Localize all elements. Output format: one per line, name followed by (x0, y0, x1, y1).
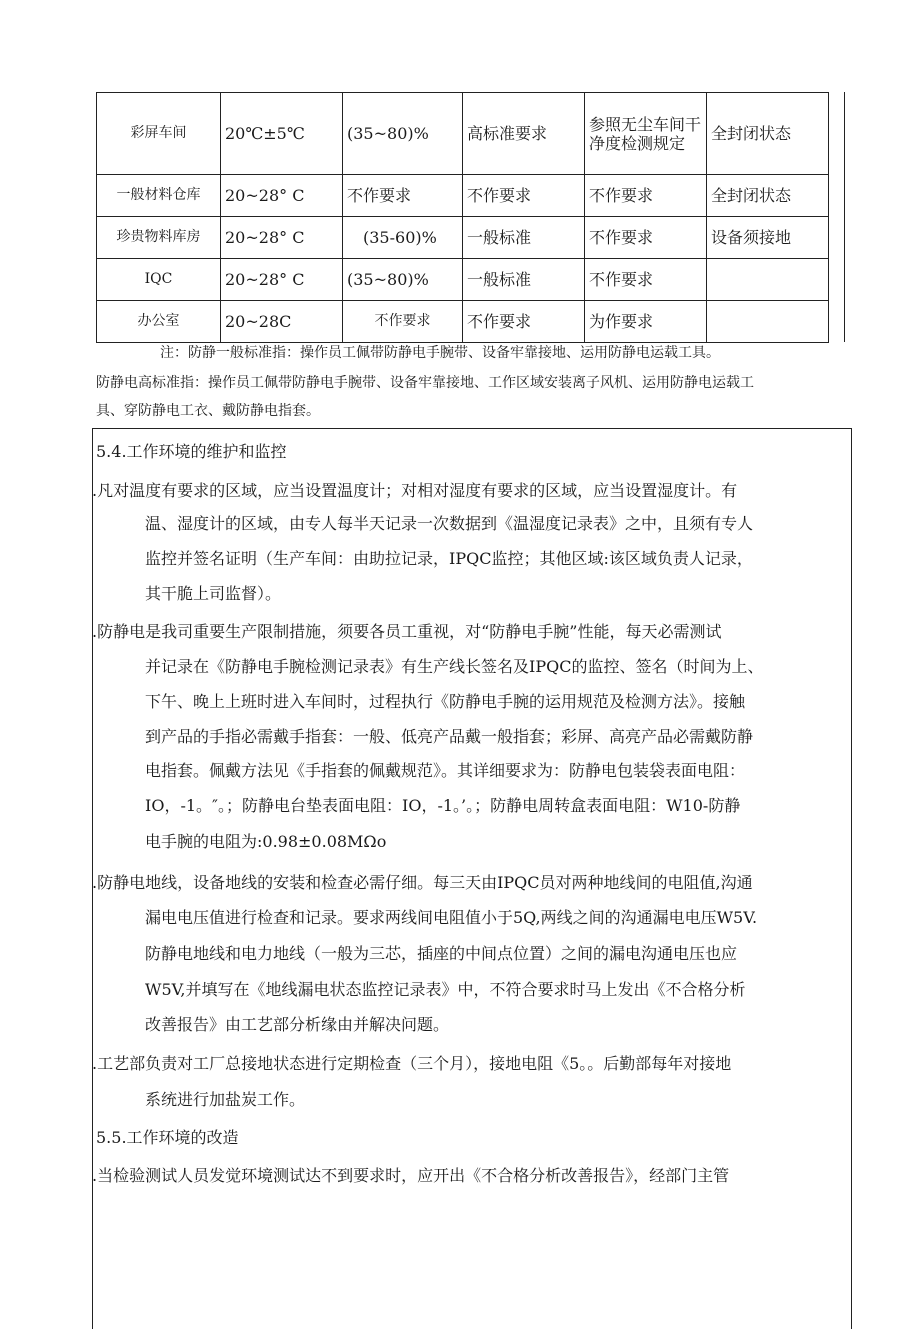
table-cell: 不作要求 (343, 175, 463, 217)
table-cell: 一般标准 (463, 217, 585, 259)
table-cell: 高标准要求 (463, 93, 585, 175)
paragraph-line: 改善报告》由工艺部分析缘由并解决问题。 (145, 1015, 450, 1034)
paragraph-line: .工艺部负责对工厂总接地状态进行定期检查（三个月），接地电阻《5。。后勤部每年对接地 (92, 1054, 732, 1073)
table-row (97, 301, 829, 343)
paragraph-line: .凡对温度有要求的区域，应当设置温度计；对相对湿度有要求的区域，应当设置湿度计。有 (92, 481, 738, 500)
table-cell: 彩屏车间 (97, 93, 221, 175)
paragraph-line: .防静电是我司重要生产限制措施，须要各员工重视，对“防静电手腕”性能，每天必需测试 (92, 622, 722, 641)
table-cell: 20℃±5℃ (221, 93, 343, 175)
paragraph-line: 监控并签名证明（生产车间：由助拉记录，IPQC监控；其他区域:该区域负责人记录， (145, 549, 753, 568)
table-cell: 一般标准 (463, 259, 585, 301)
table-cell (707, 259, 829, 301)
paragraph-line: W5V,并填写在《地线漏电状态监控记录表》中，不符合要求时马上发出《不合格分析 (145, 980, 746, 999)
paragraph-line: 电指套。佩戴方法见《手指套的佩戴规范》。其详细要求为：防静电包装袋表面电阻： (145, 761, 746, 780)
section-title-5-4: 5.4.工作环境的维护和监控 (96, 442, 287, 461)
table-cell: 一般材料仓库 (97, 175, 221, 217)
section-title-5-5: 5.5.工作环境的改造 (96, 1128, 239, 1147)
table-cell: 20~28° C (221, 217, 343, 259)
note-high-standard-cont: 具、穿防静电工衣、戴防静电指套。 (96, 403, 320, 419)
note-high-standard: 防静电高标准指：操作员工佩带防静电手腕带、设备牢靠接地、工作区域安装离子风机、运用防静电运载工 (96, 375, 754, 391)
paragraph-line: 系统进行加盐炭工作。 (145, 1090, 306, 1109)
table-cell (707, 301, 829, 343)
table-cell: 办公室 (97, 301, 221, 343)
table-cell: 20~28° C (221, 259, 343, 301)
table-cell: 为作要求 (585, 301, 707, 343)
table-cell: 不作要求 (343, 301, 463, 343)
table-cell: 不作要求 (463, 175, 585, 217)
table-row (97, 175, 829, 217)
paragraph-line: 其干脆上司监督）。 (145, 584, 282, 603)
paragraph-line: 漏电电压值进行检查和记录。要求两线间电阻值小于5Q,两线之间的沟通漏电电压W5V. (145, 908, 758, 927)
table-cell: 全封闭状态 (707, 175, 829, 217)
table-cell: 不作要求 (585, 217, 707, 259)
table-cell: (35~80)% (343, 259, 463, 301)
table-cell: 设备须接地 (707, 217, 829, 259)
table-row (97, 217, 829, 259)
table-cell: 20~28C (221, 301, 343, 343)
table-edge-divider (844, 92, 845, 342)
table-row (97, 93, 829, 175)
table-cell: 参照无尘车间干净度检测规定 (585, 93, 707, 175)
paragraph-line: 到产品的手指必需戴手指套：一般、低亮产品戴一般指套；彩屏、高亮产品必需戴防静 (145, 727, 754, 746)
paragraph-line: .防静电地线，设备地线的安装和检查必需仔细。每三天由IPQC员对两种地线间的电阻值,沟通 (92, 873, 753, 892)
paragraph-line: IO，-1。″。；防静电台垫表面电阻：IO，-1。’。；防静电周转盒表面电阻：W10-防静 (145, 796, 741, 815)
paragraph-line: 下午、晚上上班时进入车间时，过程执行《防静电手腕的运用规范及检测方法》。接触 (145, 692, 746, 711)
table-cell: 20~28° C (221, 175, 343, 217)
table-cell: 不作要求 (585, 259, 707, 301)
table-cell: (35-60)% (343, 217, 463, 259)
environment-table (96, 92, 829, 343)
paragraph-line: 防静电地线和电力地线（一般为三芯，插座的中间点位置）之间的漏电沟通电压也应 (145, 944, 738, 963)
table-cell: 不作要求 (585, 175, 707, 217)
paragraph-line: 电手腕的电阻为:0.98±0.08MΩo (145, 832, 387, 851)
note-general-standard: 注：防静一般标准指：操作员工佩带防静电手腕带、设备牢靠接地、运用防静电运载工具。 (160, 345, 720, 361)
table-row (97, 259, 829, 301)
table-cell: 全封闭状态 (707, 93, 829, 175)
table-cell: 不作要求 (463, 301, 585, 343)
table-cell: 珍贵物料库房 (97, 217, 221, 259)
table-cell: (35~80)% (343, 93, 463, 175)
paragraph-line: .当检验测试人员发觉环境测试达不到要求时，应开出《不合格分析改善报告》，经部门主管 (92, 1166, 730, 1185)
table-cell: IQC (97, 259, 221, 301)
paragraph-line: 温、湿度计的区域，由专人每半天记录一次数据到《温湿度记录表》之中，且须有专人 (145, 514, 754, 533)
paragraph-line: 并记录在《防静电手腕检测记录表》有生产线长签名及IPQC的监控、签名（时间为上、 (145, 657, 764, 676)
